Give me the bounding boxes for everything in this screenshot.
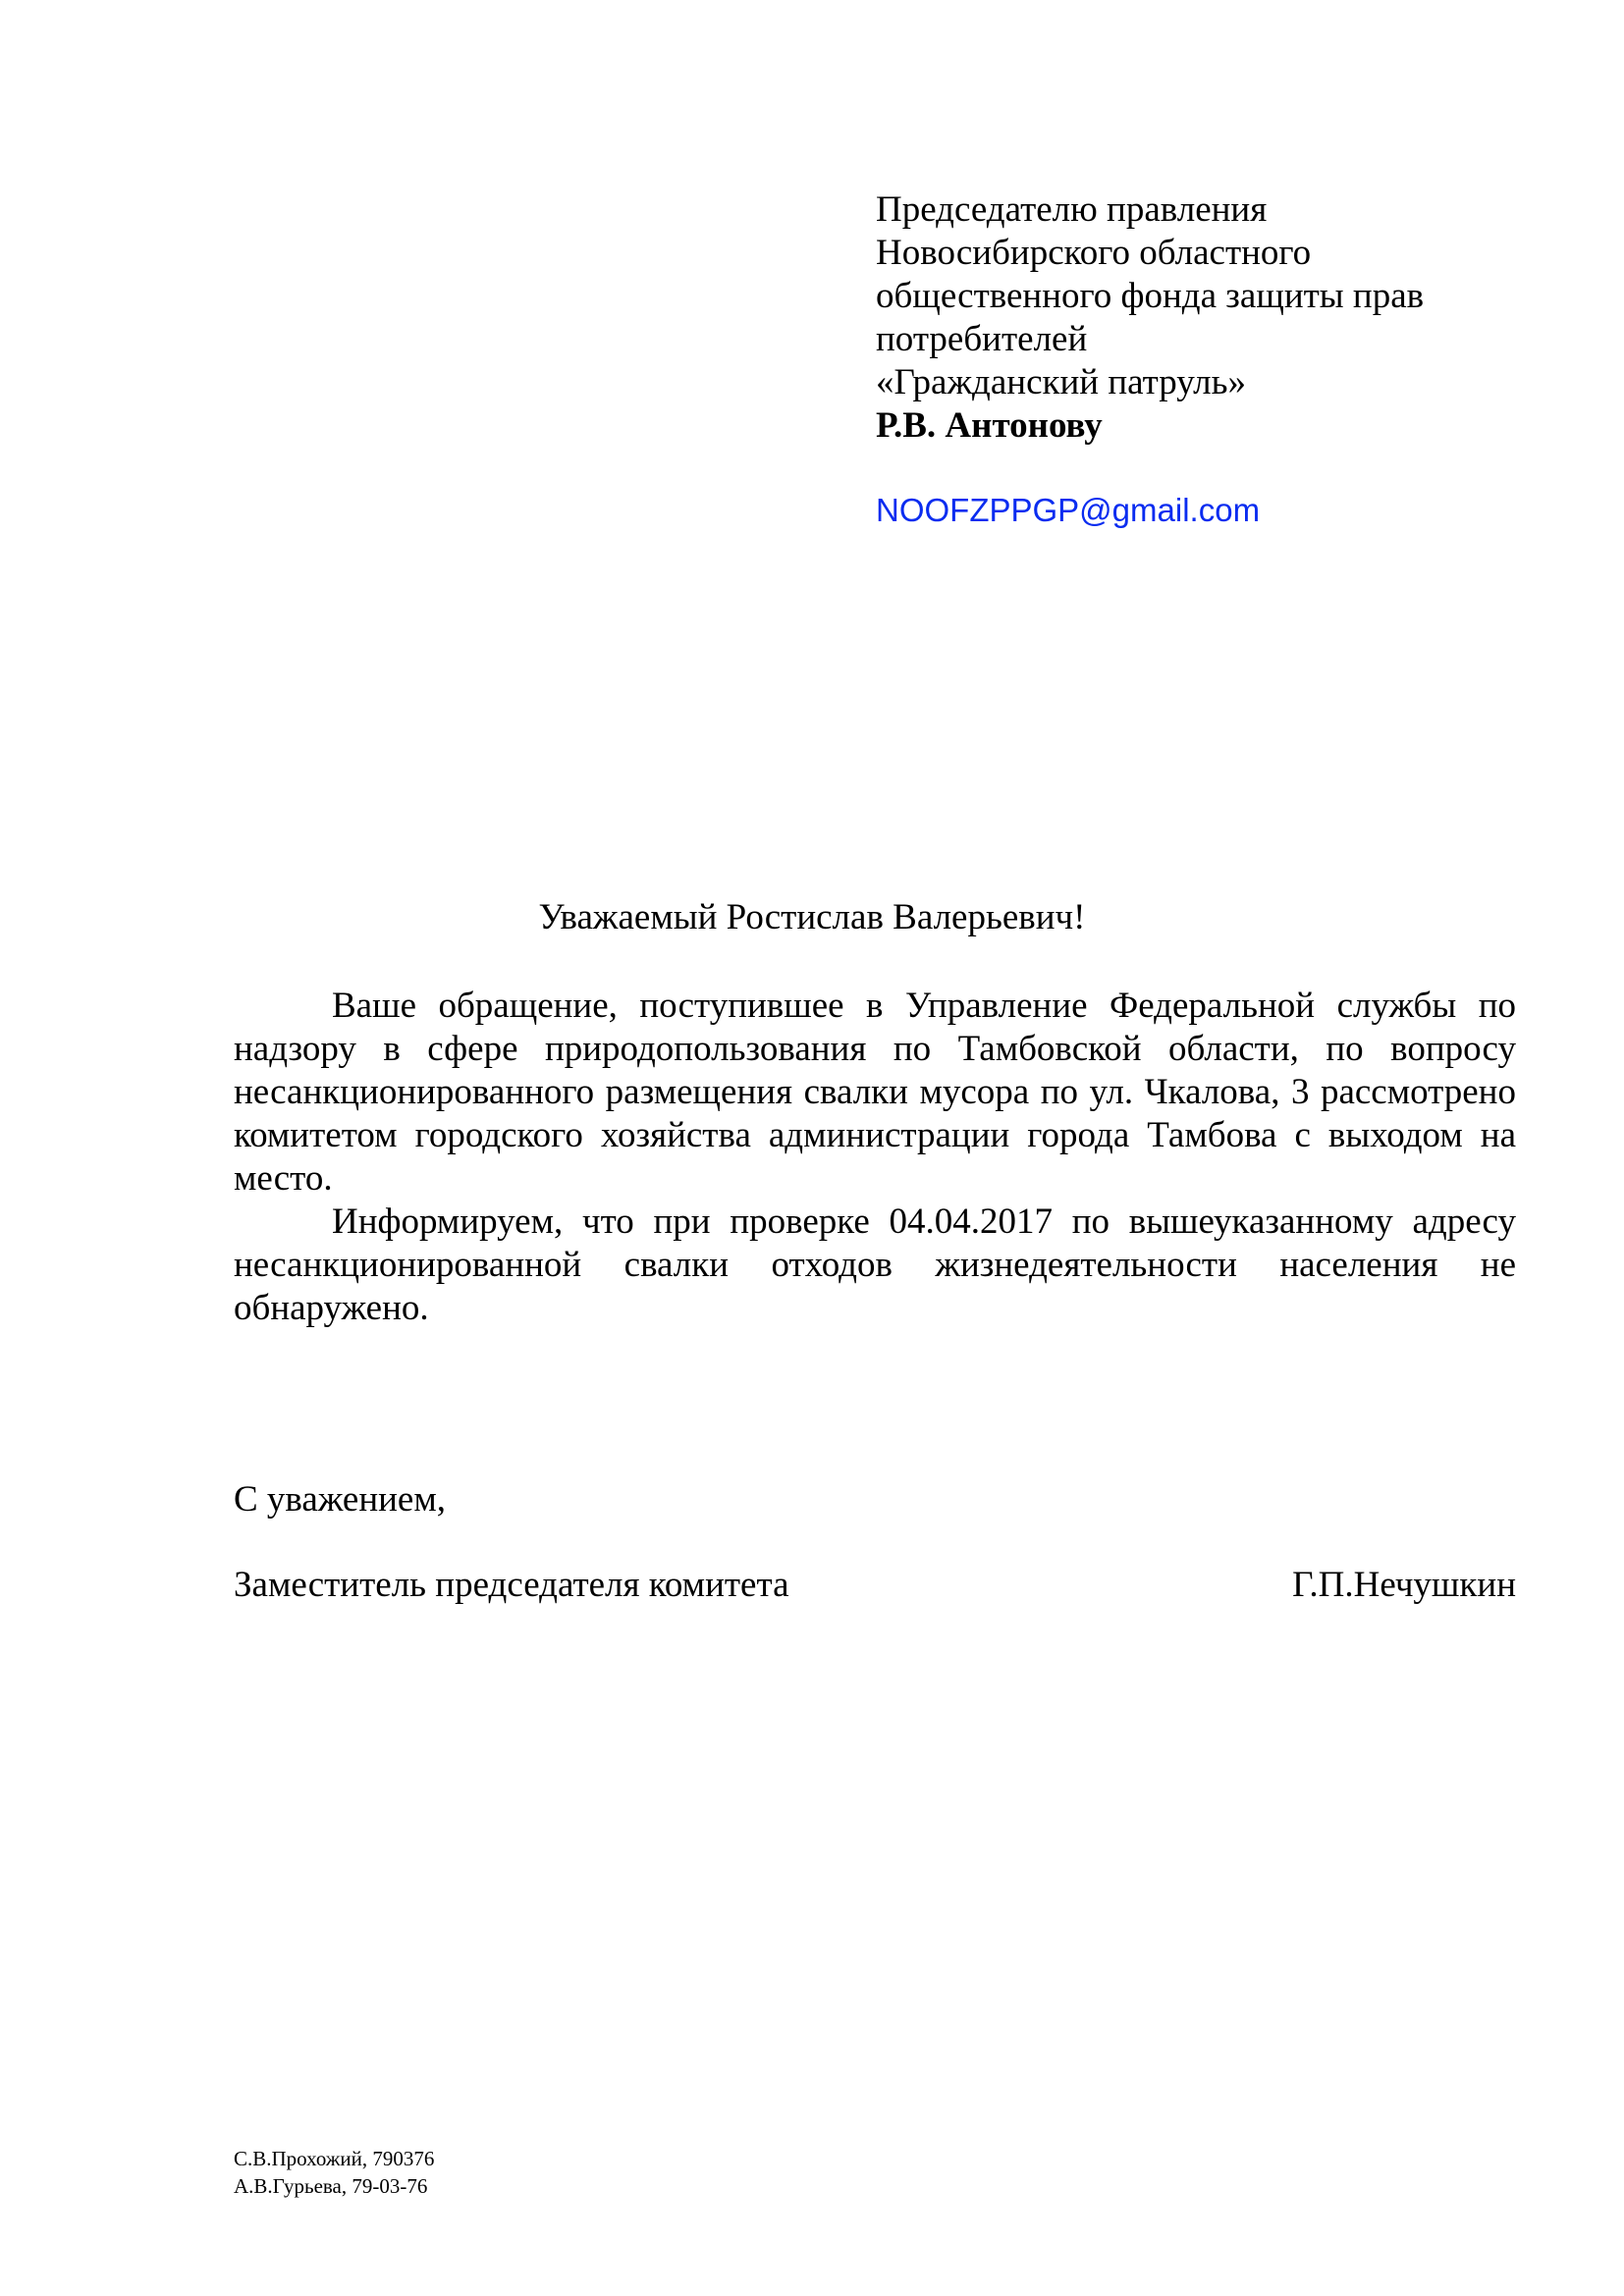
signatory-position: Заместитель председателя комитета — [234, 1565, 789, 1605]
addressee-name: Р.В. Антонову — [876, 405, 1103, 446]
letter-body — [234, 985, 1516, 1330]
addressee-line: Председателю правления — [876, 189, 1268, 230]
salutation: Уважаемый Ростислав Валерьевич! — [538, 897, 1086, 937]
addressee-line: Новосибирского областного — [876, 233, 1312, 273]
signature-row — [234, 1564, 1516, 1607]
signatory-name: Г.П.Нечушкин — [1292, 1565, 1516, 1605]
footer-contact-line: А.В.Гурьева, 79-03-76 — [234, 2174, 428, 2198]
addressee-block — [876, 188, 1563, 532]
body-paragraph: Информируем, что при проверке 04.04.2017 по вышеуказанному адресу несанкционированной свалки отходов жизнедеятельности населения не обнаружено. — [234, 1201, 1516, 1328]
closing: С уважением, — [234, 1479, 447, 1520]
footer-contacts — [234, 2145, 434, 2200]
addressee-line: общественного фонда защиты прав — [876, 276, 1425, 316]
addressee-email: NOOFZPPGP@gmail.com — [876, 492, 1261, 528]
body-paragraph: Ваше обращение, поступившее в Управление Федеральной службы по надзору в сфере природопользования по Тамбовской области, по вопросу несанкционированного размещения свалки мусора по ул. Чкалова, 3 рассмотрено комитетом городского хозяйства администрации города Тамбова с выходом на место. — [234, 986, 1516, 1199]
addressee-line: потребителей — [876, 319, 1088, 359]
footer-contact-line: С.В.Прохожий, 790376 — [234, 2147, 435, 2170]
addressee-line: «Гражданский патруль» — [876, 362, 1246, 402]
